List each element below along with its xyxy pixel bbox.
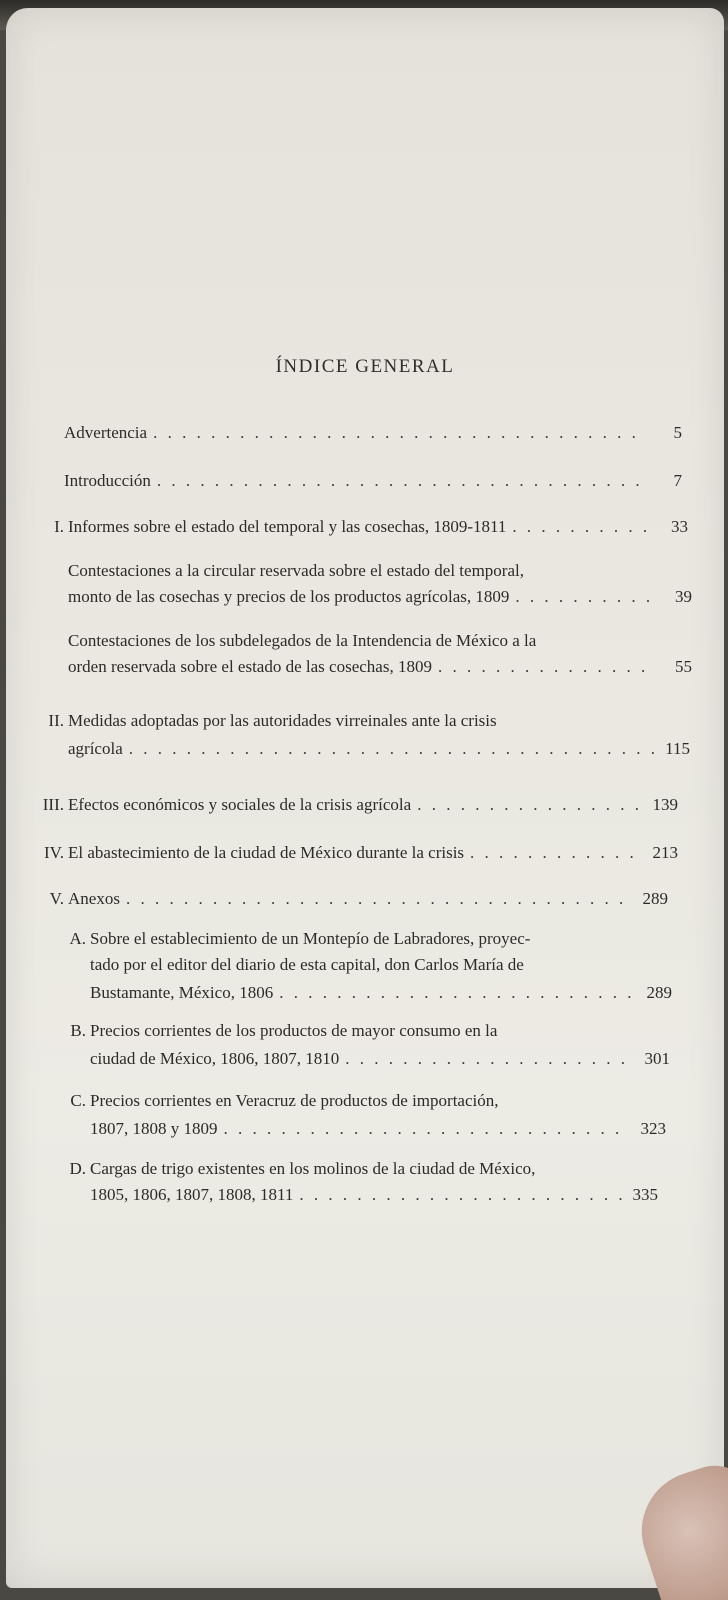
toc-entry-annex-a[interactable] xyxy=(90,982,672,1004)
toc-page-number: 39 xyxy=(675,587,692,606)
toc-entry-chapter-1[interactable] xyxy=(68,516,688,538)
annex-letter: C. xyxy=(70,1091,86,1110)
toc-page-number: 323 xyxy=(640,1119,666,1138)
page-title: ÍNDICE GENERAL xyxy=(275,356,455,377)
toc-entry-text-line: Contestaciones de los subdelegados de la Intendencia de México a la xyxy=(68,631,537,650)
toc-entry-annex-b[interactable] xyxy=(90,1048,670,1070)
toc-page-number: 33 xyxy=(671,517,688,536)
toc-entry-text-line: Cargas de trigo existentes en los molinos de la ciudad de México, xyxy=(90,1159,536,1178)
toc-entry-text-line: Medidas adoptadas por las autoridades virreinales ante la crisis xyxy=(68,711,497,730)
chapter-number: V. xyxy=(49,889,64,908)
toc-entry-text: Bustamante, México, 1806 xyxy=(90,983,274,1002)
toc-page-number: 213 xyxy=(652,843,678,862)
toc-entry-text: Advertencia xyxy=(64,423,148,442)
chapter-number: I. xyxy=(54,517,64,536)
toc-entry-advertencia[interactable] xyxy=(64,422,682,444)
toc-entry-text-line: tado por el editor del diario de esta capital, don Carlos María de xyxy=(90,955,524,974)
dot-leader xyxy=(512,516,652,538)
toc-entry-annex-c[interactable] xyxy=(90,1118,666,1140)
chapter-number: III. xyxy=(42,795,64,814)
toc-page-number: 335 xyxy=(632,1185,658,1204)
book-page xyxy=(6,8,724,1588)
dot-leader xyxy=(299,1184,622,1206)
dot-leader xyxy=(224,1118,631,1140)
toc-entry-chapter-5[interactable] xyxy=(68,888,668,910)
dot-leader xyxy=(417,794,642,816)
toc-page-number: 115 xyxy=(665,739,690,758)
dot-leader xyxy=(438,656,656,678)
toc-entry-text: agrícola xyxy=(68,739,123,758)
dot-leader xyxy=(470,842,642,864)
toc-page-number: 5 xyxy=(673,423,682,442)
toc-entry-chapter-2[interactable] xyxy=(68,738,690,760)
dot-leader xyxy=(157,470,646,492)
toc-entry-chapter-3[interactable] xyxy=(68,794,678,816)
toc-entry-text: 1805, 1806, 1807, 1808, 1811 xyxy=(90,1185,294,1204)
toc-entry-text: Anexos xyxy=(68,889,120,908)
annex-letter: D. xyxy=(69,1159,86,1178)
dot-leader xyxy=(279,982,636,1004)
toc-entry-text: monto de las cosechas y precios de los productos agrícolas, 1809 xyxy=(68,587,510,606)
toc-entry-annex-d[interactable] xyxy=(90,1184,658,1206)
toc-entry-chapter-1-contestaciones-subdelegados[interactable] xyxy=(68,656,692,678)
toc-entry-chapter-4[interactable] xyxy=(68,842,678,864)
annex-letter: B. xyxy=(70,1021,86,1040)
toc-page-number: 7 xyxy=(673,471,682,490)
toc-entry-text: Introducción xyxy=(64,471,151,490)
annex-letter: A. xyxy=(69,929,86,948)
dot-leader xyxy=(126,888,632,910)
toc-entry-text: ciudad de México, 1806, 1807, 1810 xyxy=(90,1049,340,1068)
table-of-contents xyxy=(6,8,724,1588)
dot-leader xyxy=(345,1048,634,1070)
toc-page-number: 301 xyxy=(644,1049,670,1068)
toc-entry-text-line: Precios corrientes de los productos de mayor consumo en la xyxy=(90,1021,498,1040)
toc-entry-text-line: Precios corrientes en Veracruz de productos de importación, xyxy=(90,1091,499,1110)
toc-entry-text: Informes sobre el estado del temporal y las cosechas, 1809-1811 xyxy=(68,517,507,536)
dot-leader xyxy=(515,586,656,608)
dot-leader xyxy=(153,422,646,444)
chapter-number: IV. xyxy=(44,843,64,862)
toc-entry-text: El abastecimiento de la ciudad de México durante la crisis xyxy=(68,843,465,862)
dot-leader xyxy=(129,738,654,760)
toc-page-number: 55 xyxy=(675,657,692,676)
toc-entry-chapter-1-contestaciones-circular[interactable] xyxy=(68,586,692,608)
toc-entry-introduccion[interactable] xyxy=(64,470,682,492)
chapter-number: II. xyxy=(48,711,64,730)
toc-entry-text-line: Contestaciones a la circular reservada sobre el estado del temporal, xyxy=(68,561,524,580)
toc-page-number: 289 xyxy=(642,889,668,908)
toc-entry-text: Efectos económicos y sociales de la crisis agrícola xyxy=(68,795,412,814)
toc-entry-text: orden reservada sobre el estado de las cosechas, 1809 xyxy=(68,657,432,676)
toc-entry-text: 1807, 1808 y 1809 xyxy=(90,1119,218,1138)
toc-entry-text-line: Sobre el establecimiento de un Montepío de Labradores, proyec- xyxy=(90,929,531,948)
toc-page-number: 139 xyxy=(652,795,678,814)
toc-page-number: 289 xyxy=(646,983,672,1002)
